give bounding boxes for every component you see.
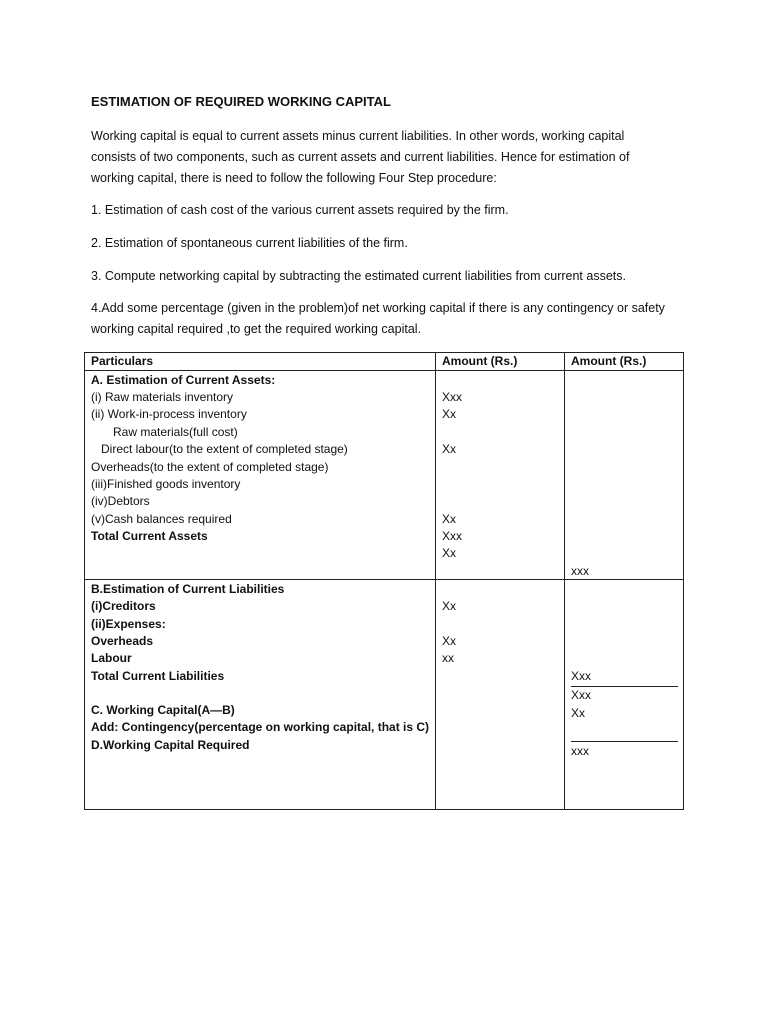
section-b-heading: B.Estimation of Current Liabilities <box>91 582 285 596</box>
amount-cell: Xx <box>571 706 586 720</box>
table-row-label: (ii) Work-in-process inventory <box>91 407 247 421</box>
total-current-liabilities-label: Total Current Liabilities <box>91 669 225 683</box>
working-capital-required-label: D.Working Capital Required <box>91 738 250 752</box>
table-row-label: Overheads(to the extent of completed stage) <box>91 460 329 474</box>
table-row-label: (iv)Debtors <box>91 494 150 508</box>
amount-cell: xx <box>442 651 454 665</box>
total-current-assets-label: Total Current Assets <box>91 529 208 543</box>
table-row-label: (ii)Expenses: <box>91 617 166 631</box>
amount-cell: Xx <box>442 546 457 560</box>
intro-line: working capital, there is need to follow the following Four Step procedure: <box>91 171 497 185</box>
table-row-label: Labour <box>91 651 132 665</box>
amount-cell: xxx <box>571 744 589 758</box>
intro-paragraph <box>91 126 691 189</box>
step-4-line: working capital required ,to get the required working capital. <box>91 322 422 336</box>
amount-cell: xxx <box>571 564 589 578</box>
table-row-label: (iii)Finished goods inventory <box>91 477 241 491</box>
table-row-label: Overheads <box>91 634 154 648</box>
step-4 <box>91 298 691 340</box>
contingency-label: Add: Contingency(percentage on working capital, that is C) <box>91 720 430 734</box>
amount-cell: Xxx <box>571 688 592 702</box>
header-amount-1: Amount (Rs.) <box>442 354 518 368</box>
table-row-label: Direct labour(to the extent of completed stage) <box>101 442 348 456</box>
amount-cell: Xx <box>442 512 457 526</box>
amount-cell: Xxx <box>442 529 463 543</box>
column-divider <box>435 353 436 809</box>
intro-line: Working capital is equal to current assets minus current liabilities. In other words, working capital <box>91 129 625 143</box>
working-capital-table <box>84 352 684 810</box>
table-row-label: (i)Creditors <box>91 599 156 613</box>
step-4-line: 4.Add some percentage (given in the problem)of net working capital if there is any contingency or safety <box>91 301 665 315</box>
intro-line: consists of two components, such as current assets and current liabilities. Hence for estimation of <box>91 150 630 164</box>
table-row-label: (v)Cash balances required <box>91 512 232 526</box>
amount-cell: Xx <box>442 407 457 421</box>
amount-cell: Xx <box>442 634 457 648</box>
column-divider <box>564 353 565 809</box>
amount-cell: Xx <box>442 599 457 613</box>
table-row-label: (i) Raw materials inventory <box>91 390 234 404</box>
step-2: 2. Estimation of spontaneous current liabilities of the firm. <box>91 236 408 250</box>
header-amount-2: Amount (Rs.) <box>571 354 647 368</box>
document-title: ESTIMATION OF REQUIRED WORKING CAPITAL <box>91 94 391 109</box>
table-row-label: Raw materials(full cost) <box>113 425 238 439</box>
section-divider <box>85 579 683 580</box>
working-capital-label: C. Working Capital(A—B) <box>91 703 235 717</box>
amount-cell: Xxx <box>571 669 592 683</box>
amount-cell: Xx <box>442 442 457 456</box>
total-rule <box>571 741 678 742</box>
header-particulars: Particulars <box>91 354 154 368</box>
step-3: 3. Compute networking capital by subtracting the estimated current liabilities from current assets. <box>91 269 626 283</box>
section-a-heading: A. Estimation of Current Assets: <box>91 373 276 387</box>
step-1: 1. Estimation of cash cost of the various current assets required by the firm. <box>91 203 509 217</box>
amount-cell: Xxx <box>442 390 463 404</box>
